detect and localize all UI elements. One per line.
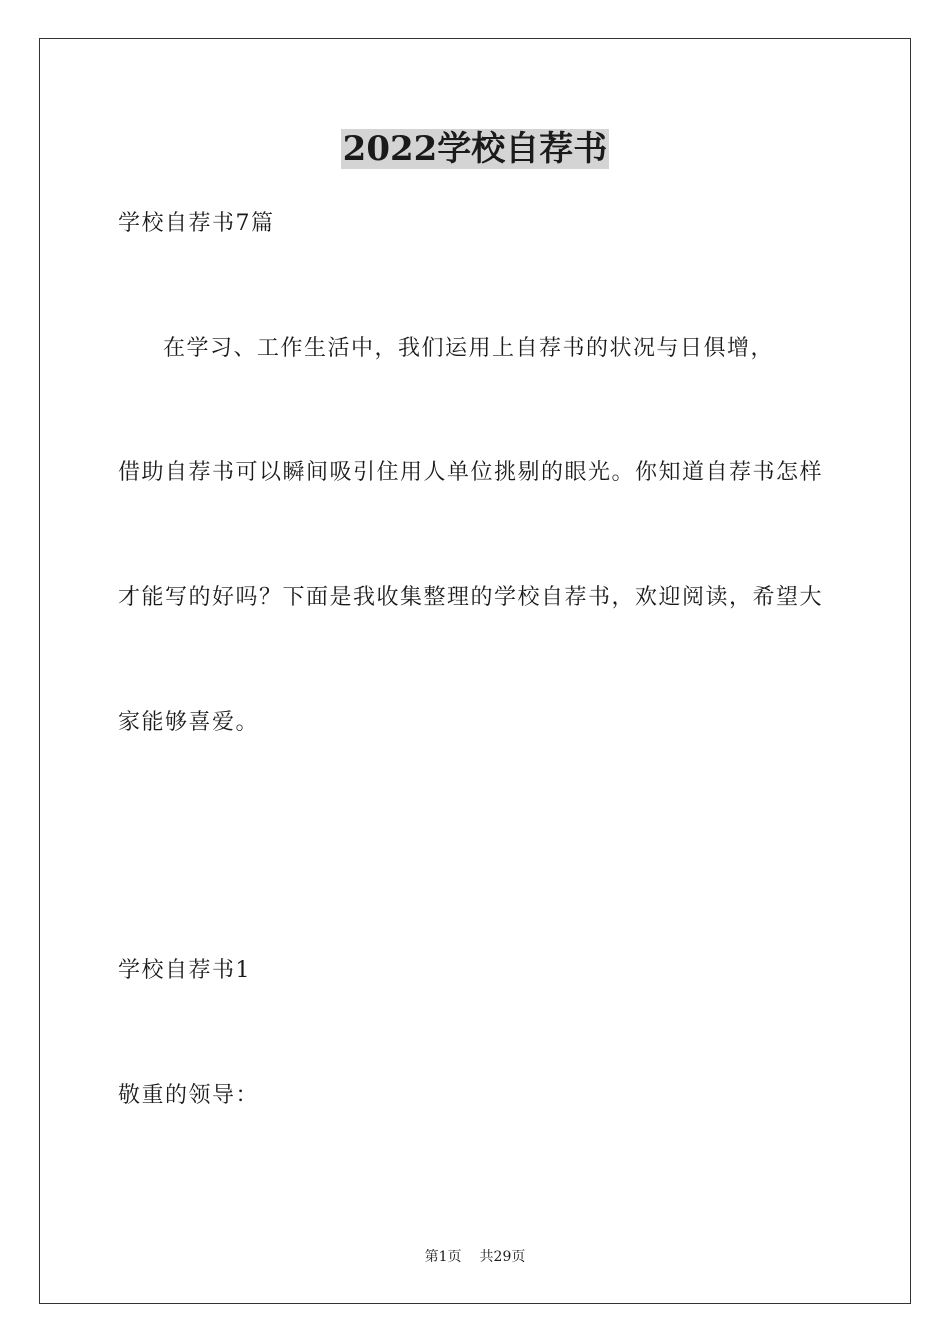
section-title: 学校自荐书1	[118, 958, 251, 983]
page-number-current: 第1页	[424, 1249, 462, 1265]
document-heading: 学校自荐书7篇	[118, 211, 275, 236]
document-title-text: 2022学校自荐书	[342, 129, 608, 169]
intro-line-4: 家能够喜爱。	[118, 710, 260, 735]
page-footer	[0, 1247, 950, 1267]
intro-line-1: 在学习、工作生活中，我们运用上自荐书的状况与日俱增，	[116, 336, 775, 361]
page-number-total: 共29页	[479, 1249, 526, 1265]
intro-line-2: 借助自荐书可以瞬间吸引住用人单位挑剔的眼光。你知道自荐书怎样	[118, 460, 824, 485]
salutation: 敬重的领导：	[118, 1083, 260, 1108]
intro-line-3: 才能写的好吗？下面是我收集整理的学校自荐书，欢迎阅读，希望大	[118, 585, 824, 610]
document-title	[0, 128, 950, 170]
